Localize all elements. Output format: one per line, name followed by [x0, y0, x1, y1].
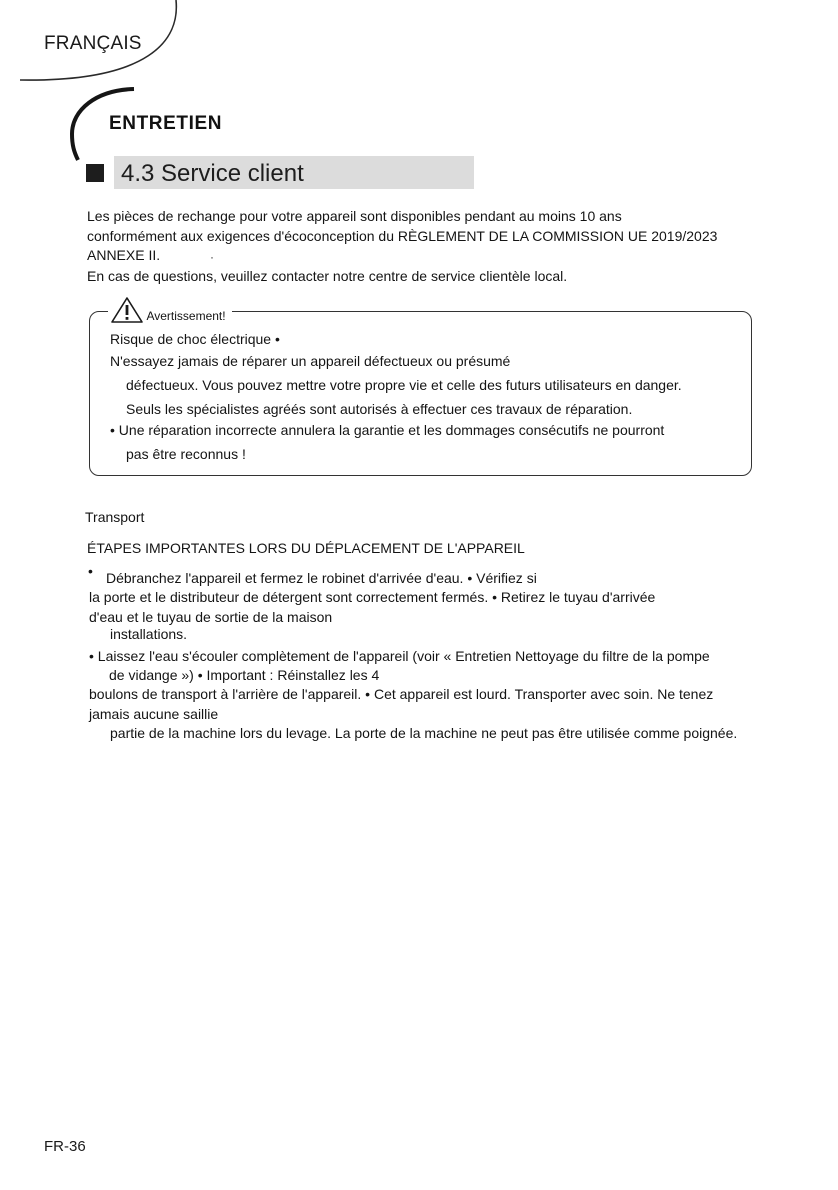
transport-line-8: jamais aucune saillie [89, 706, 219, 722]
transport-line-6: de vidange ») • Important : Réinstallez les 4 [109, 667, 380, 683]
intro-line-4: En cas de questions, veuillez contacter notre centre de service clientèle local. [87, 268, 568, 284]
warning-header [108, 296, 232, 324]
chapter-title: ENTRETIEN [109, 113, 223, 134]
transport-line-4: installations. [110, 626, 188, 642]
intro-line-3-mark: · [210, 250, 214, 264]
transport-line-9: partie de la machine lors du levage. La porte de la machine ne peut pas être utilisée comme poignée. [110, 725, 738, 741]
warning-line-5: • Une réparation incorrecte annulera la garantie et les dommages consécutifs ne pourront [110, 422, 665, 438]
section-square-icon [86, 164, 104, 182]
transport-line-1: Débranchez l'appareil et fermez le robinet d'arrivée d'eau. • Vérifiez si [106, 570, 537, 586]
transport-bullet: • [88, 563, 93, 579]
transport-line-5: • Laissez l'eau s'écouler complètement de l'appareil (voir « Entretien Nettoyage du filtre de la pompe [89, 648, 710, 664]
page-number: FR-36 [44, 1138, 86, 1155]
intro-line-2: conformément aux exigences d'écoconception du RÈGLEMENT DE LA COMMISSION UE 2019/2023 [87, 228, 718, 244]
header-decoration [0, 0, 838, 170]
transport-line-7: boulons de transport à l'arrière de l'appareil. • Cet appareil est lourd. Transporter avec soin. Ne tenez [89, 686, 714, 702]
warning-line-1: Risque de choc électrique • [110, 331, 280, 347]
warning-line-6: pas être reconnus ! [126, 446, 246, 462]
intro-line-3: ANNEXE II. [87, 247, 161, 263]
transport-steps-heading: ÉTAPES IMPORTANTES LORS DU DÉPLACEMENT DE L'APPAREIL [87, 540, 525, 556]
warning-line-2: N'essayez jamais de réparer un appareil défectueux ou présumé [110, 353, 511, 369]
warning-label: Avertissement! [146, 309, 226, 323]
warning-triangle-icon [110, 296, 144, 324]
transport-title: Transport [85, 509, 145, 525]
transport-line-2: la porte et le distributeur de détergent sont correctement fermés. • Retirez le tuyau d'arrivée [89, 589, 656, 605]
warning-line-3: défectueux. Vous pouvez mettre votre propre vie et celle des futurs utilisateurs en danger. [126, 377, 682, 393]
transport-line-3: d'eau et le tuyau de sortie de la maison [89, 609, 333, 625]
language-label: FRANÇAIS [44, 33, 142, 54]
intro-line-1: Les pièces de rechange pour votre appareil sont disponibles pendant au moins 10 ans [87, 208, 622, 224]
section-title: 4.3 Service client [121, 160, 304, 187]
warning-line-4: Seuls les spécialistes agréés sont autorisés à effectuer ces travaux de réparation. [126, 401, 633, 417]
